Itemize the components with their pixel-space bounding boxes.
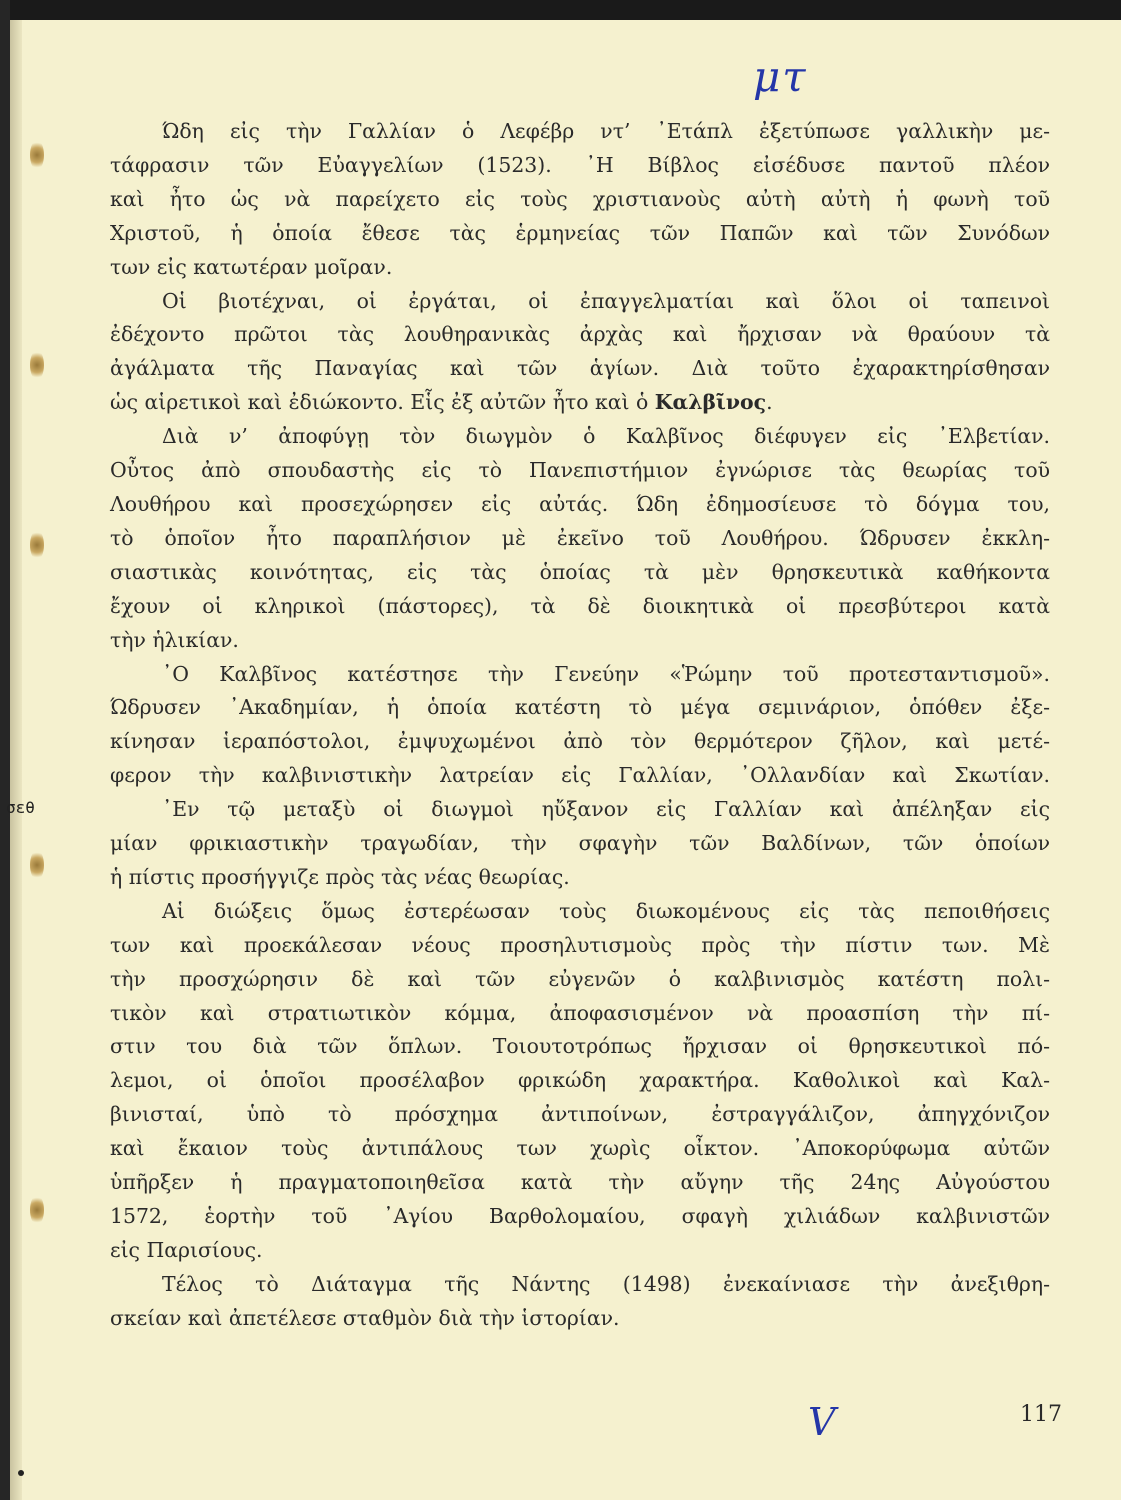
text-line: ἡ πίστις προσήγγιζε πρὸς τὰς νέας θεωρίας. bbox=[110, 864, 570, 889]
text-line: βινισταί, ὑπὸ τὸ πρόσχημα ἀντιποίνων, ἐστραγγάλιζον, ἀπηγχόνιζον bbox=[110, 1102, 1050, 1127]
scan-border-top bbox=[0, 0, 1121, 20]
scan-border-left bbox=[0, 0, 10, 1500]
bold-name-calvin: Καλβῖνος bbox=[654, 390, 767, 415]
margin-dot bbox=[18, 1470, 24, 1476]
text-line: στιν του διὰ τῶν ὅπλων. Τοιουτοτρόπως ἤρχισαν οἱ θρησκευτικοὶ πό- bbox=[110, 1034, 1050, 1059]
text-line: ἐδέχοντο πρῶτοι τὰς λουθηρανικὰς ἀρχὰς καὶ ἤρχισαν νὰ θραύουν τὰ bbox=[110, 322, 1050, 347]
handwritten-check-mark: V bbox=[808, 1400, 836, 1444]
text-line: τὴν προσχώρησιν δὲ καὶ τῶν εὐγενῶν ὁ καλβινισμὸς κατέστη πολι- bbox=[110, 966, 1050, 991]
text-line: Διὰ ν’ ἀποφύγῃ τὸν διωγμὸν ὁ Καλβῖνος διέφυγεν εἰς ᾿Ελβετίαν. bbox=[162, 424, 1050, 449]
text-line: ἔχουν οἱ κληρικοὶ (πάστορες), τὰ δὲ διοικητικὰ οἱ πρεσβύτεροι κατὰ bbox=[110, 593, 1050, 618]
text-line: 1572, ἑορτὴν τοῦ ᾿Αγίου Βαρθολομαίου, σφαγὴ χιλιάδων καλβινιστῶν bbox=[110, 1204, 1050, 1228]
handwritten-annotation: μτ bbox=[753, 52, 808, 101]
text-line: Αἱ διώξεις ὅμως ἐστερέωσαν τοὺς διωκομένους εἰς τὰς πεποιθήσεις bbox=[162, 898, 1050, 923]
text-line: μίαν φρικιαστικὴν τραγωδίαν, τὴν σφαγὴν τῶν Βαλδίνων, τῶν ὁποίων bbox=[110, 831, 1050, 856]
text-line-end: . bbox=[766, 390, 773, 415]
text-line: Λουθήρου καὶ προσεχώρησεν εἰς αὐτάς. Ώδη ἐδημοσίευσε τὸ δόγμα του, bbox=[110, 491, 1050, 516]
body-text bbox=[110, 115, 1050, 1336]
text-line: λεμοι, οἱ ὁποῖοι προσέλαβον φρικώδη χαρακτήρα. Καθολικοὶ καὶ Καλ- bbox=[110, 1068, 1050, 1093]
text-line: σιαστικὰς κοινότητας, εἰς τὰς ὁποίας τὰ μὲν θρησκευτικὰ καθήκοντα bbox=[110, 559, 1050, 584]
text-line: τὴν ἡλικίαν. bbox=[110, 627, 239, 652]
binding-hole-mark bbox=[30, 140, 44, 170]
binding-hole-mark bbox=[30, 530, 44, 560]
text-line-start: ὡς αἱρετικοὶ καὶ ἐδιώκοντο. Εἷς ἐξ αὐτῶν ἦτο καὶ ὁ bbox=[110, 390, 655, 415]
text-line: κίνησαν ἱεραπόστολοι, ἐμψυχωμένοι ἀπὸ τὸν θερμότερον ζῆλον, καὶ μετέ- bbox=[110, 729, 1050, 754]
binding-hole-mark bbox=[30, 850, 44, 880]
text-line: ᾿Εν τῷ μεταξὺ οἱ διωγμοὶ ηὔξανον εἰς Γαλλίαν καὶ ἀπέληξαν εἰς bbox=[162, 797, 1050, 822]
text-line: ὑπῆρξεν ἡ πραγματοποιηθεῖσα κατὰ τὴν αὔγην τῆς 24ης Αὐγούστου bbox=[110, 1170, 1050, 1195]
binding-hole-mark bbox=[30, 1195, 44, 1225]
text-line: Τέλος τὸ Διάταγμα τῆς Νάντης (1498) ἐνεκαίνιασε τὴν ἀνεξιθρη- bbox=[162, 1271, 1050, 1296]
text-line: των εἰς κατωτέραν μοῖραν. bbox=[110, 254, 393, 279]
binding-gutter bbox=[10, 20, 22, 1500]
text-line: Οἱ βιοτέχναι, οἱ ἐργάται, οἱ ἐπαγγελματίαι καὶ ὅλοι οἱ ταπεινοὶ bbox=[162, 288, 1050, 313]
text-line: τὸ ὁποῖον ἦτο παραπλήσιον μὲ ἐκεῖνο τοῦ Λουθήρου. Ώδρυσεν ἐκκλη- bbox=[110, 525, 1050, 550]
margin-mark: σεθ bbox=[6, 798, 35, 817]
page-number: 117 bbox=[1020, 1402, 1062, 1427]
text-line: ἀγάλματα τῆς Παναγίας καὶ τῶν ἁγίων. Διὰ τοῦτο ἐχαρακτηρίσθησαν bbox=[110, 356, 1050, 381]
text-line: των καὶ προεκάλεσαν νέους προσηλυτισμοὺς πρὸς τὴν πίστιν των. Μὲ bbox=[110, 932, 1050, 957]
text-line: ᾿Ο Καλβῖνος κατέστησε τὴν Γενεύην «Ῥώμην τοῦ προτεσταντισμοῦ». bbox=[162, 661, 1050, 686]
text-line: Ώδρυσεν ᾿Ακαδημίαν, ἡ ὁποία κατέστη τὸ μέγα σεμινάριον, ὁπόθεν ἐξε- bbox=[110, 695, 1050, 720]
text-line bbox=[110, 386, 1050, 420]
text-line: φερον τὴν καλβινιστικὴν λατρείαν εἰς Γαλλίαν, ᾿Ολλανδίαν καὶ Σκωτίαν. bbox=[110, 763, 1050, 788]
text-line: Χριστοῦ, ἡ ὁποία ἔθεσε τὰς ἑρμηνείας τῶν Παπῶν καὶ τῶν Συνόδων bbox=[110, 220, 1050, 245]
text-line: Ώδη εἰς τὴν Γαλλίαν ὁ Λεφέβρ ντ’ ᾿Ετάπλ ἐξετύπωσε γαλλικὴν με- bbox=[162, 119, 1050, 143]
text-line: τικὸν καὶ στρατιωτικὸν κόμμα, ἀποφασισμένον νὰ προασπίση τὴν πί- bbox=[110, 1000, 1050, 1025]
text-line: Οὖτος ἀπὸ σπουδαστὴς εἰς τὸ Πανεπιστήμιον ἐγνώρισε τὰς θεωρίας τοῦ bbox=[110, 458, 1050, 483]
text-line: σκείαν καὶ ἀπετέλεσε σταθμὸν διὰ τὴν ἱστορίαν. bbox=[110, 1305, 620, 1330]
text-line: εἰς Παρισίους. bbox=[110, 1237, 263, 1262]
binding-hole-mark bbox=[30, 350, 44, 380]
text-line: καὶ ἔκαιον τοὺς ἀντιπάλους των χωρὶς οἶκτον. ᾿Αποκορύφωμα αὐτῶν bbox=[110, 1136, 1050, 1161]
text-line: καὶ ἦτο ὡς νὰ παρείχετο εἰς τοὺς χριστιανοὺς αὐτὴ αὐτὴ ἡ φωνὴ τοῦ bbox=[110, 186, 1050, 211]
text-line: τάφρασιν τῶν Εὐαγγελίων (1523). ᾿Η Βίβλος εἰσέδυσε παντοῦ πλέον bbox=[110, 152, 1050, 177]
